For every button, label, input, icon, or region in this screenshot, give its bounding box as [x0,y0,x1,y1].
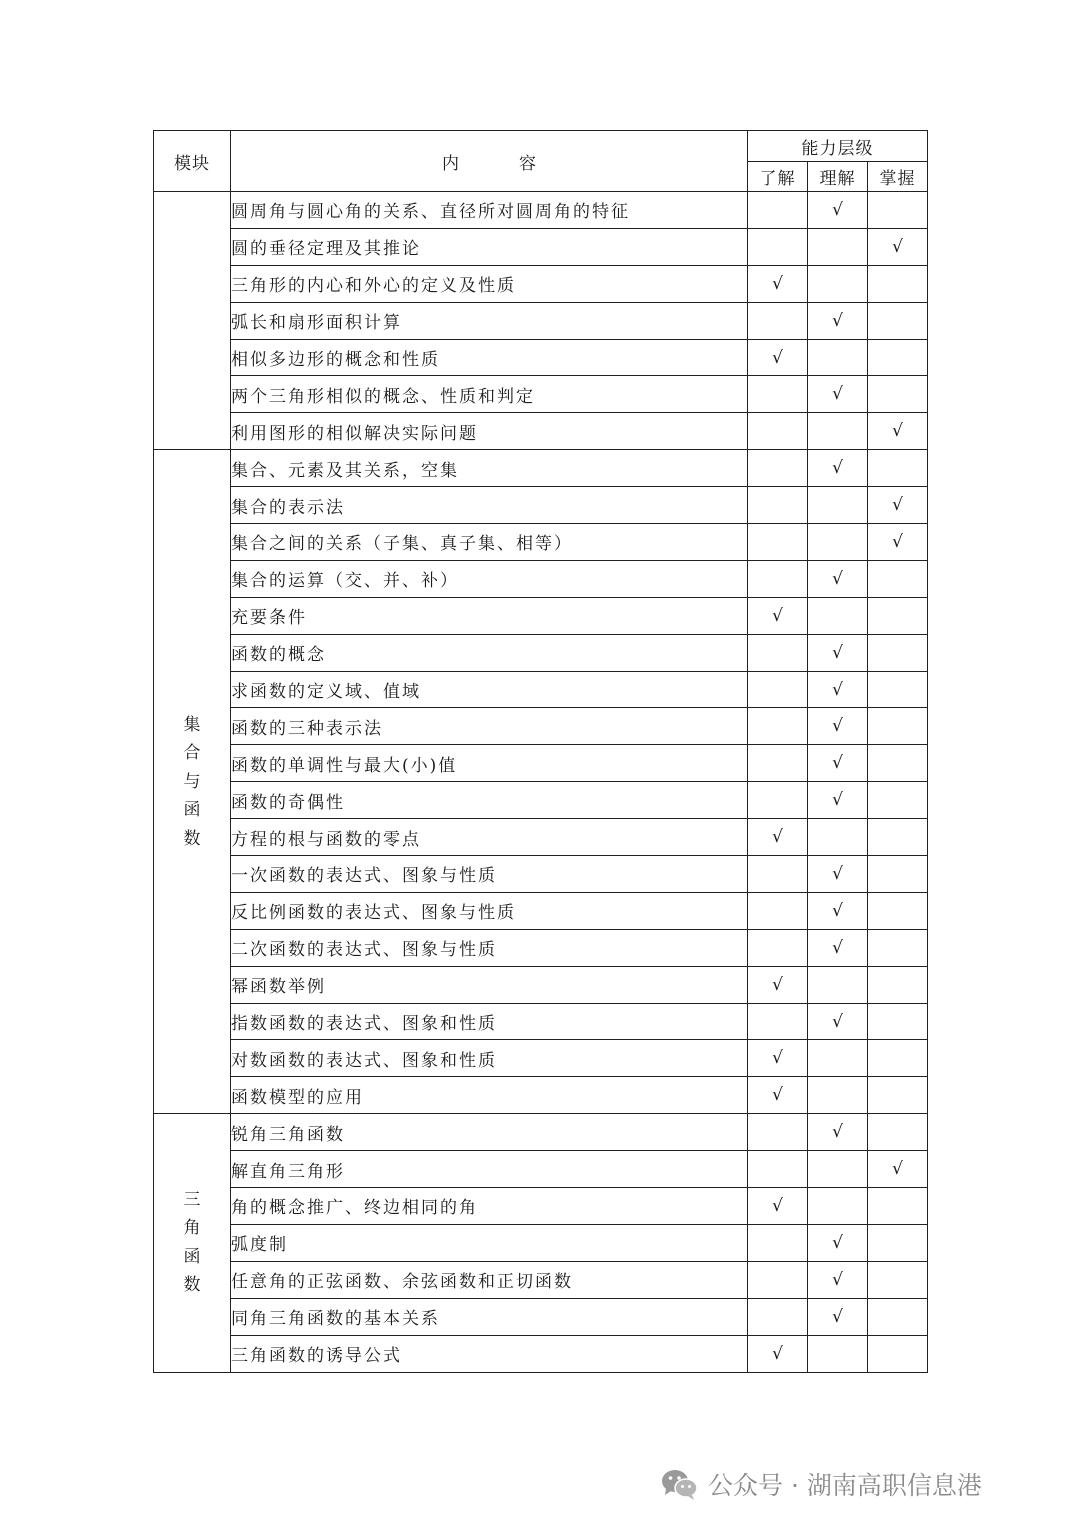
content-cell: 相似多边形的概念和性质 [231,339,748,376]
table-row [154,1114,928,1151]
table-row [154,1298,928,1335]
module-label: 集合与函数 [183,714,201,849]
table-row [154,1151,928,1188]
level-cell [808,228,868,265]
content-cell: 函数的奇偶性 [231,782,748,819]
level-cell [868,634,928,671]
header-content: 内容 [231,131,748,192]
content-cell: 求函数的定义域、值域 [231,671,748,708]
check-mark: √ [772,1048,783,1069]
level-cell [868,560,928,597]
content-cell: 充要条件 [231,597,748,634]
table-row [154,1188,928,1225]
table-row [154,524,928,561]
table-row [154,413,928,450]
level-cell [808,634,868,671]
level-cell [808,1335,868,1372]
level-cell [808,1298,868,1335]
level-cell [748,745,808,782]
level-cell [808,339,868,376]
level-cell [868,745,928,782]
content-cell: 函数的概念 [231,634,748,671]
level-cell [808,745,868,782]
level-cell [808,487,868,524]
level-cell [748,1151,808,1188]
check-mark: √ [832,1232,843,1253]
level-cell [868,966,928,1003]
level-cell [808,856,868,893]
level-cell [868,339,928,376]
check-mark: √ [772,974,783,995]
check-mark: √ [832,716,843,737]
check-mark: √ [772,605,783,626]
table-row [154,671,928,708]
level-cell [868,1335,928,1372]
check-mark: √ [832,1122,843,1143]
check-mark: √ [892,531,903,552]
level-cell [748,339,808,376]
content-cell: 函数的单调性与最大(小)值 [231,745,748,782]
level-cell [868,1224,928,1261]
level-cell [868,228,928,265]
level-cell [748,597,808,634]
table-row [154,634,928,671]
content-cell: 三角形的内心和外心的定义及性质 [231,265,748,302]
level-cell [748,782,808,819]
content-cell: 圆周角与圆心角的关系、直径所对圆周角的特征 [231,192,748,229]
level-cell [868,1040,928,1077]
table-row [154,929,928,966]
check-mark: √ [832,384,843,405]
check-mark: √ [892,236,903,257]
level-cell [748,1261,808,1298]
content-cell: 解直角三角形 [231,1151,748,1188]
content-cell: 函数模型的应用 [231,1077,748,1114]
table-row [154,1335,928,1372]
content-cell: 幂函数举例 [231,966,748,1003]
level-cell [808,782,868,819]
header-level-understand: 了解 [748,162,808,192]
header-level-master: 掌握 [868,162,928,192]
check-mark: √ [772,827,783,848]
content-cell: 同角三角函数的基本关系 [231,1298,748,1335]
content-cell: 对数函数的表达式、图象和性质 [231,1040,748,1077]
level-cell [808,708,868,745]
level-cell [808,1114,868,1151]
level-cell [868,1261,928,1298]
level-cell [868,597,928,634]
level-cell [808,1077,868,1114]
check-mark: √ [892,495,903,516]
header-module: 模块 [154,131,231,192]
table-row [154,339,928,376]
level-cell [808,302,868,339]
content-cell: 二次函数的表达式、图象与性质 [231,929,748,966]
check-mark: √ [832,642,843,663]
check-mark: √ [772,273,783,294]
check-mark: √ [832,1269,843,1290]
content-cell: 任意角的正弦函数、余弦函数和正切函数 [231,1261,748,1298]
table-row [154,192,928,229]
content-cell: 弧长和扇形面积计算 [231,302,748,339]
level-cell [868,671,928,708]
table-row [154,1040,928,1077]
level-cell [808,265,868,302]
check-mark: √ [832,1306,843,1327]
content-cell: 反比例函数的表达式、图象与性质 [231,892,748,929]
content-cell: 指数函数的表达式、图象和性质 [231,1003,748,1040]
content-cell: 方程的根与函数的零点 [231,819,748,856]
check-mark: √ [832,863,843,884]
level-cell [748,265,808,302]
level-cell [748,1003,808,1040]
table-row [154,1077,928,1114]
level-cell [868,192,928,229]
check-mark: √ [772,1195,783,1216]
table-row [154,560,928,597]
level-cell [808,376,868,413]
level-cell [808,597,868,634]
content-cell: 两个三角形相似的概念、性质和判定 [231,376,748,413]
table-row [154,228,928,265]
table-row [154,745,928,782]
level-cell [868,302,928,339]
table-row [154,856,928,893]
watermark-text: 公众号 · 湖南高职信息港 [708,1471,982,1500]
watermark [660,1464,982,1504]
check-mark: √ [772,1085,783,1106]
table-row [154,597,928,634]
wechat-icon [660,1467,700,1501]
level-cell [868,1077,928,1114]
content-cell: 集合的表示法 [231,487,748,524]
header-level-comprehend: 理解 [808,162,868,192]
level-cell [748,302,808,339]
level-cell [748,487,808,524]
level-cell [748,819,808,856]
level-cell [868,708,928,745]
level-cell [868,1003,928,1040]
check-mark: √ [772,1343,783,1364]
table-row [154,376,928,413]
level-cell [748,1335,808,1372]
table-row [154,782,928,819]
table-row [154,892,928,929]
content-cell: 三角函数的诱导公式 [231,1335,748,1372]
level-cell [808,1151,868,1188]
check-mark: √ [772,347,783,368]
level-cell [808,1261,868,1298]
check-mark: √ [832,199,843,220]
level-cell [868,782,928,819]
content-cell: 函数的三种表示法 [231,708,748,745]
level-cell [808,1188,868,1225]
level-cell [808,1224,868,1261]
level-cell [868,450,928,487]
module-cell [154,192,231,450]
table-body [154,192,928,1373]
level-cell [748,450,808,487]
level-cell [808,192,868,229]
table-row [154,1003,928,1040]
level-cell [868,487,928,524]
level-cell [748,671,808,708]
level-cell [748,634,808,671]
level-cell [868,1298,928,1335]
check-mark: √ [892,421,903,442]
table-row [154,819,928,856]
level-cell [748,413,808,450]
module-cell [154,450,231,1114]
level-cell [808,560,868,597]
table-row [154,708,928,745]
table-row [154,265,928,302]
level-cell [808,819,868,856]
check-mark: √ [832,679,843,700]
level-cell [868,819,928,856]
level-cell [808,1003,868,1040]
level-cell [748,1114,808,1151]
level-cell [808,929,868,966]
table-row [154,966,928,1003]
level-cell [868,265,928,302]
level-cell [808,966,868,1003]
level-cell [868,929,928,966]
check-mark: √ [832,458,843,479]
level-cell [748,192,808,229]
content-cell: 一次函数的表达式、图象与性质 [231,856,748,893]
level-cell [748,708,808,745]
level-cell [748,1298,808,1335]
check-mark: √ [832,753,843,774]
level-cell [868,1114,928,1151]
module-label: 三角函数 [183,1189,201,1296]
content-cell: 弧度制 [231,1224,748,1261]
module-cell [154,1114,231,1372]
level-cell [748,1224,808,1261]
level-cell [748,228,808,265]
level-cell [748,524,808,561]
level-cell [748,560,808,597]
content-cell: 集合之间的关系（子集、真子集、相等） [231,524,748,561]
check-mark: √ [832,900,843,921]
level-cell [808,892,868,929]
level-cell [808,1040,868,1077]
check-mark: √ [832,568,843,589]
table-row [154,487,928,524]
check-mark: √ [832,1011,843,1032]
level-cell [748,376,808,413]
level-cell [748,892,808,929]
level-cell [868,524,928,561]
content-cell: 集合的运算（交、并、补） [231,560,748,597]
level-cell [868,856,928,893]
level-cell [868,892,928,929]
level-cell [748,856,808,893]
content-cell: 锐角三角函数 [231,1114,748,1151]
level-cell [868,376,928,413]
table-row [154,302,928,339]
level-cell [748,1077,808,1114]
check-mark: √ [832,790,843,811]
level-cell [808,450,868,487]
header-ability: 能力层级 [748,131,928,162]
content-cell: 圆的垂径定理及其推论 [231,228,748,265]
check-mark: √ [832,310,843,331]
table-row [154,450,928,487]
syllabus-table [153,130,928,1373]
check-mark: √ [832,937,843,958]
table-row [154,1261,928,1298]
level-cell [808,524,868,561]
content-cell: 集合、元素及其关系，空集 [231,450,748,487]
level-cell [868,413,928,450]
content-cell: 角的概念推广、终边相同的角 [231,1188,748,1225]
level-cell [868,1188,928,1225]
level-cell [808,671,868,708]
level-cell [748,966,808,1003]
level-cell [808,413,868,450]
table-row [154,1224,928,1261]
level-cell [748,929,808,966]
content-cell: 利用图形的相似解决实际问题 [231,413,748,450]
check-mark: √ [892,1159,903,1180]
level-cell [748,1040,808,1077]
level-cell [868,1151,928,1188]
level-cell [748,1188,808,1225]
